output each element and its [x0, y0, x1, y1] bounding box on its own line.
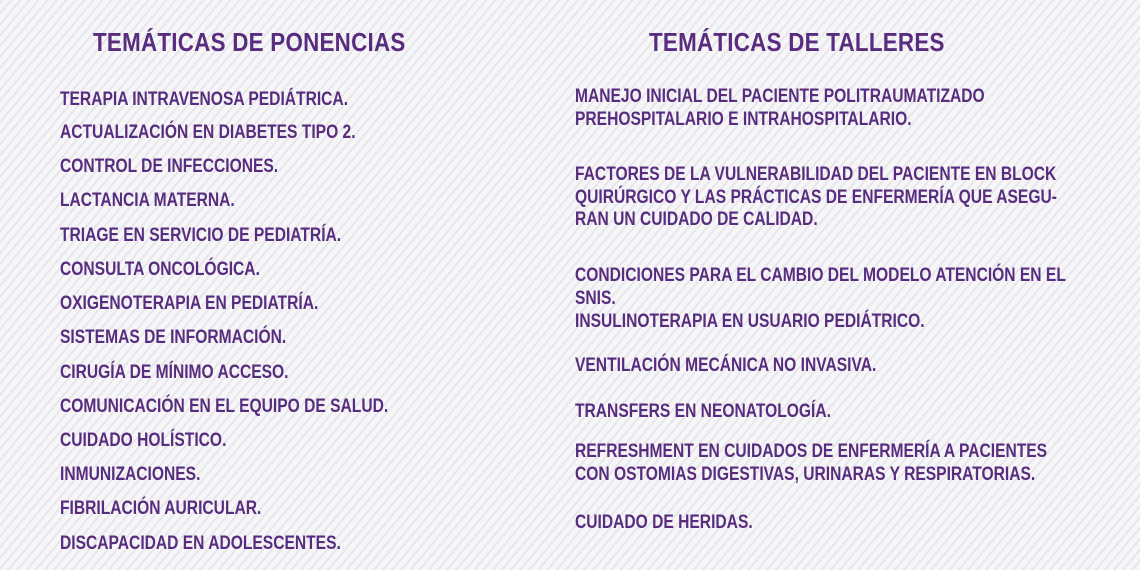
ponencia-item: CUIDADO HOLÍSTICO. [60, 429, 227, 451]
taller-item: FACTORES DE LA VULNERABILIDAD DEL PACIENTE EN BLOCK QUIRÚRGICO Y LAS PRÁCTICAS DE ENFERMERÍA QUE ASEGU- RAN UN CUIDADO DE CALIDAD. [575, 163, 1057, 230]
ponencia-item: CONSULTA ONCOLÓGICA. [60, 258, 260, 280]
taller-item: REFRESHMENT EN CUIDADOS DE ENFERMERÍA A PACIENTES CON OSTOMIAS DIGESTIVAS, URINARAS Y RESPIRATORIAS. [575, 440, 1048, 485]
ponencia-item: FIBRILACIÓN AURICULAR. [60, 497, 262, 519]
taller-item: VENTILACIÓN MECÁNICA NO INVASIVA. [575, 354, 877, 376]
taller-item: MANEJO INICIAL DEL PACIENTE POLITRAUMATIZADO PREHOSPITALARIO E INTRAHOSPITALARIO. [575, 85, 985, 130]
ponencia-item: OXIGENOTERAPIA EN PEDIATRÍA. [60, 292, 319, 314]
ponencia-item: COMUNICACIÓN EN EL EQUIPO DE SALUD. [60, 395, 389, 417]
ponencia-item: LACTANCIA MATERNA. [60, 189, 235, 211]
taller-item: INSULINOTERAPIA EN USUARIO PEDIÁTRICO. [575, 310, 925, 332]
ponencia-item: DISCAPACIDAD EN ADOLESCENTES. [60, 532, 341, 554]
taller-item: CUIDADO DE HERIDAS. [575, 511, 753, 533]
ponencias-heading: TEMÁTICAS DE PONENCIAS [93, 27, 406, 57]
ponencia-item: CIRUGÍA DE MÍNIMO ACCESO. [60, 361, 289, 383]
ponencia-item: INMUNIZACIONES. [60, 463, 201, 485]
ponencia-item: TRIAGE EN SERVICIO DE PEDIATRÍA. [60, 224, 342, 246]
ponencia-item: SISTEMAS DE INFORMACIÓN. [60, 326, 287, 348]
taller-item: TRANSFERS EN NEONATOLOGÍA. [575, 400, 831, 422]
ponencia-item: TERAPIA INTRAVENOSA PEDIÁTRICA. [60, 88, 349, 110]
taller-item: CONDICIONES PARA EL CAMBIO DEL MODELO ATENCIÓN EN EL SNIS. [575, 264, 1066, 309]
ponencia-item: ACTUALIZACIÓN EN DIABETES TIPO 2. [60, 121, 356, 143]
talleres-heading: TEMÁTICAS DE TALLERES [649, 27, 945, 57]
ponencia-item: CONTROL DE INFECCIONES. [60, 155, 279, 177]
